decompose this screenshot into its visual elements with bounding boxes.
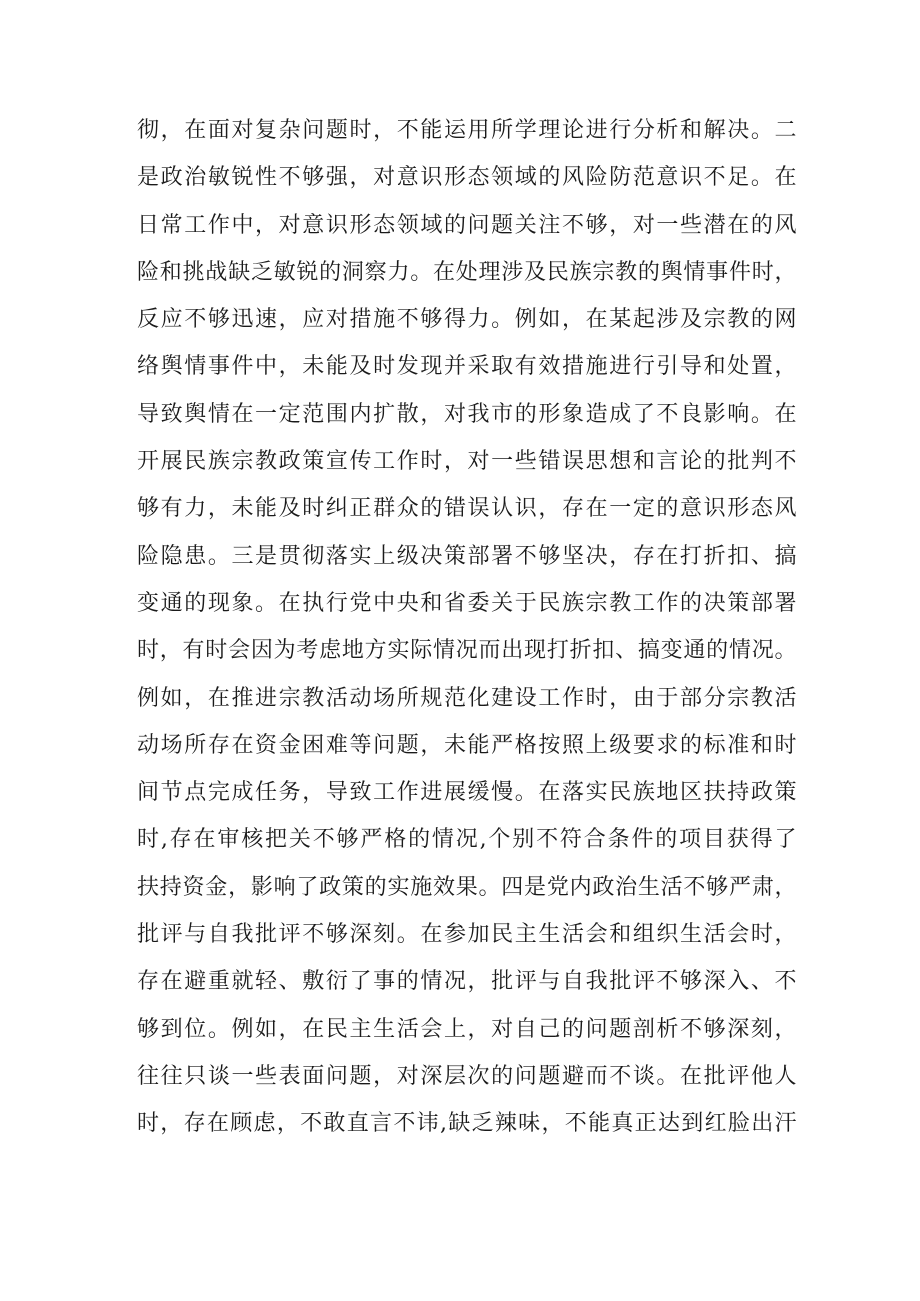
text-line: 间节点完成任务，导致工作进展缓慢。在落实民族地区扶持政策 xyxy=(137,780,797,806)
text-line: 存在避重就轻、敷衍了事的情况，批评与自我批评不够深入、不 xyxy=(137,969,797,995)
text-line: 够到位。例如，在民主生活会上，对自己的问题剖析不够深刻， xyxy=(137,1016,797,1042)
text-line: 时,存在审核把关不够严格的情况,个别不符合条件的项目获得了 xyxy=(137,827,797,853)
text-line: 险隐患。三是贯彻落实上级决策部署不够坚决，存在打折扣、搞 xyxy=(137,543,797,569)
text-line: 是政治敏锐性不够强，对意识形态领域的风险防范意识不足。在 xyxy=(137,165,797,191)
text-line: 险和挑战缺乏敏锐的洞察力。在处理涉及民族宗教的舆情事件时， xyxy=(137,259,797,285)
text-line: 日常工作中，对意识形态领域的问题关注不够，对一些潜在的风 xyxy=(137,212,797,238)
text-line: 动场所存在资金困难等问题，未能严格按照上级要求的标准和时 xyxy=(137,732,797,758)
text-line: 变通的现象。在执行党中央和省委关于民族宗教工作的决策部署 xyxy=(137,590,797,616)
text-line: 往往只谈一些表面问题，对深层次的问题避而不谈。在批评他人 xyxy=(137,1063,797,1089)
text-line: 批评与自我批评不够深刻。在参加民主生活会和组织生活会时， xyxy=(137,922,797,948)
text-line: 时，存在顾虑，不敢直言不讳,缺乏辣味，不能真正达到红脸出汗 xyxy=(137,1111,797,1137)
text-line: 扶持资金，影响了政策的实施效果。四是党内政治生活不够严肃， xyxy=(137,874,797,900)
text-line: 开展民族宗教政策宣传工作时，对一些错误思想和言论的批判不 xyxy=(137,449,797,475)
text-line: 例如，在推进宗教活动场所规范化建设工作时，由于部分宗教活 xyxy=(137,685,797,711)
text-line: 彻，在面对复杂问题时，不能运用所学理论进行分析和解决。二 xyxy=(137,118,797,143)
text-line: 时，有时会因为考虑地方实际情况而出现打折扣、搞变通的情况。 xyxy=(137,638,797,664)
text-line: 够有力，未能及时纠正群众的错误认识，存在一定的意识形态风 xyxy=(137,496,797,522)
body-text xyxy=(137,107,797,1148)
text-line: 导致舆情在一定范围内扩散，对我市的形象造成了不良影响。在 xyxy=(137,401,797,427)
text-line: 络舆情事件中，未能及时发现并采取有效措施进行引导和处置， xyxy=(137,354,797,380)
text-line: 反应不够迅速，应对措施不够得力。例如，在某起涉及宗教的网 xyxy=(137,307,797,333)
